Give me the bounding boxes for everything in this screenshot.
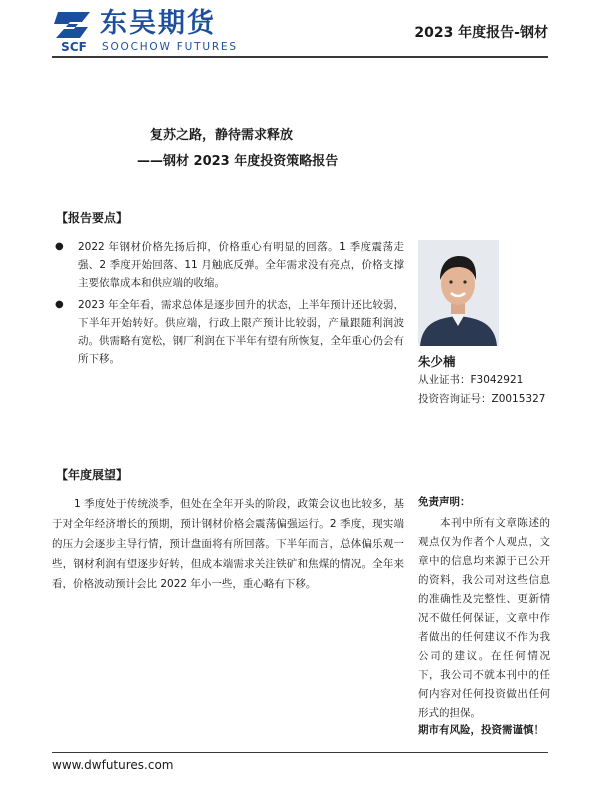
page-header [0, 0, 600, 62]
summary-bullet [52, 238, 404, 292]
outlook-heading: 【年度展望】 [56, 468, 129, 482]
summary-heading: 【报告要点】 [56, 211, 129, 225]
scf-logo-icon [52, 8, 96, 54]
footer-website: www.dwfutures.com [52, 758, 174, 772]
author-license: 从业证书：F3042921 [418, 374, 524, 386]
outlook-paragraph: 1 季度处于传统淡季，但处在全年开头的阶段，政策会议也比较多，基于对全年经济增长的预期，预计钢材价格会震荡偏强运行。2 季度，现实端的压力会逐步主导行情，预计盘面将有所回落。下半年而言，总体偏乐观一些，钢材利润有望逐步好转，但成本端需求关注铁矿和焦煤的情况。全年来看，价格波动预计会比 2022 年小一些，重心略有下移。 [52, 498, 404, 590]
author-consulting-license: 投资咨询证号：Z0015327 [418, 393, 546, 405]
author-name: 朱少楠 [418, 354, 456, 369]
summary-bullet [52, 296, 404, 368]
report-tag: 2023 年度报告-钢材 [414, 25, 548, 41]
logo-english-name: SOOCHOW FUTURES [102, 41, 238, 53]
author-photo [418, 240, 499, 346]
summary-bullet-text: 2023 年全年看，需求总体是逐步回升的状态，上半年预计还比较弱，下半年开始转好。供应端，行政上限产预计比较弱，产量跟随利润波动。供需略有宽松，钢厂利润在下半年有望有所恢复，全年重心仍会有所下移。 [78, 299, 404, 365]
summary-list [52, 238, 404, 372]
header-divider [52, 56, 548, 58]
footer-divider [52, 752, 548, 753]
svg-text:SCF: SCF [61, 40, 87, 54]
bullet-icon: ● [55, 241, 64, 252]
author-portrait-icon [418, 240, 499, 346]
risk-warning: 期市有风险，投资需谨慎！ [418, 724, 544, 736]
disclaimer-title: 免责声明： [418, 496, 471, 508]
summary-bullet-text: 2022 年钢材价格先扬后抑，价格重心有明显的回落。1 季度震荡走强、2 季度开始回落、11 月触底反弹。全年需求没有亮点，价格支撑主要依靠成本和供应端的收缩。 [78, 241, 404, 289]
company-logo [52, 8, 252, 56]
logo-chinese-name: 东吴期货 [100, 8, 216, 39]
report-title: 复苏之路，静待需求释放 [150, 128, 294, 143]
report-subtitle: ——钢材 2023 年度投资策略报告 [137, 154, 339, 169]
bullet-icon: ● [55, 299, 64, 310]
disclaimer-body: 本刊中所有文章陈述的观点仅为作者个人观点，文章中的信息均来源于已公开的资料，我公司对这些信息的准确性及完整性、更新情况不做任何保证，文章中作者做出的任何建议不作为我公司的建议。在任何情况下，我公司不就本刊中的任何内容对任何投资做出任何形式的担保。 [418, 517, 550, 719]
